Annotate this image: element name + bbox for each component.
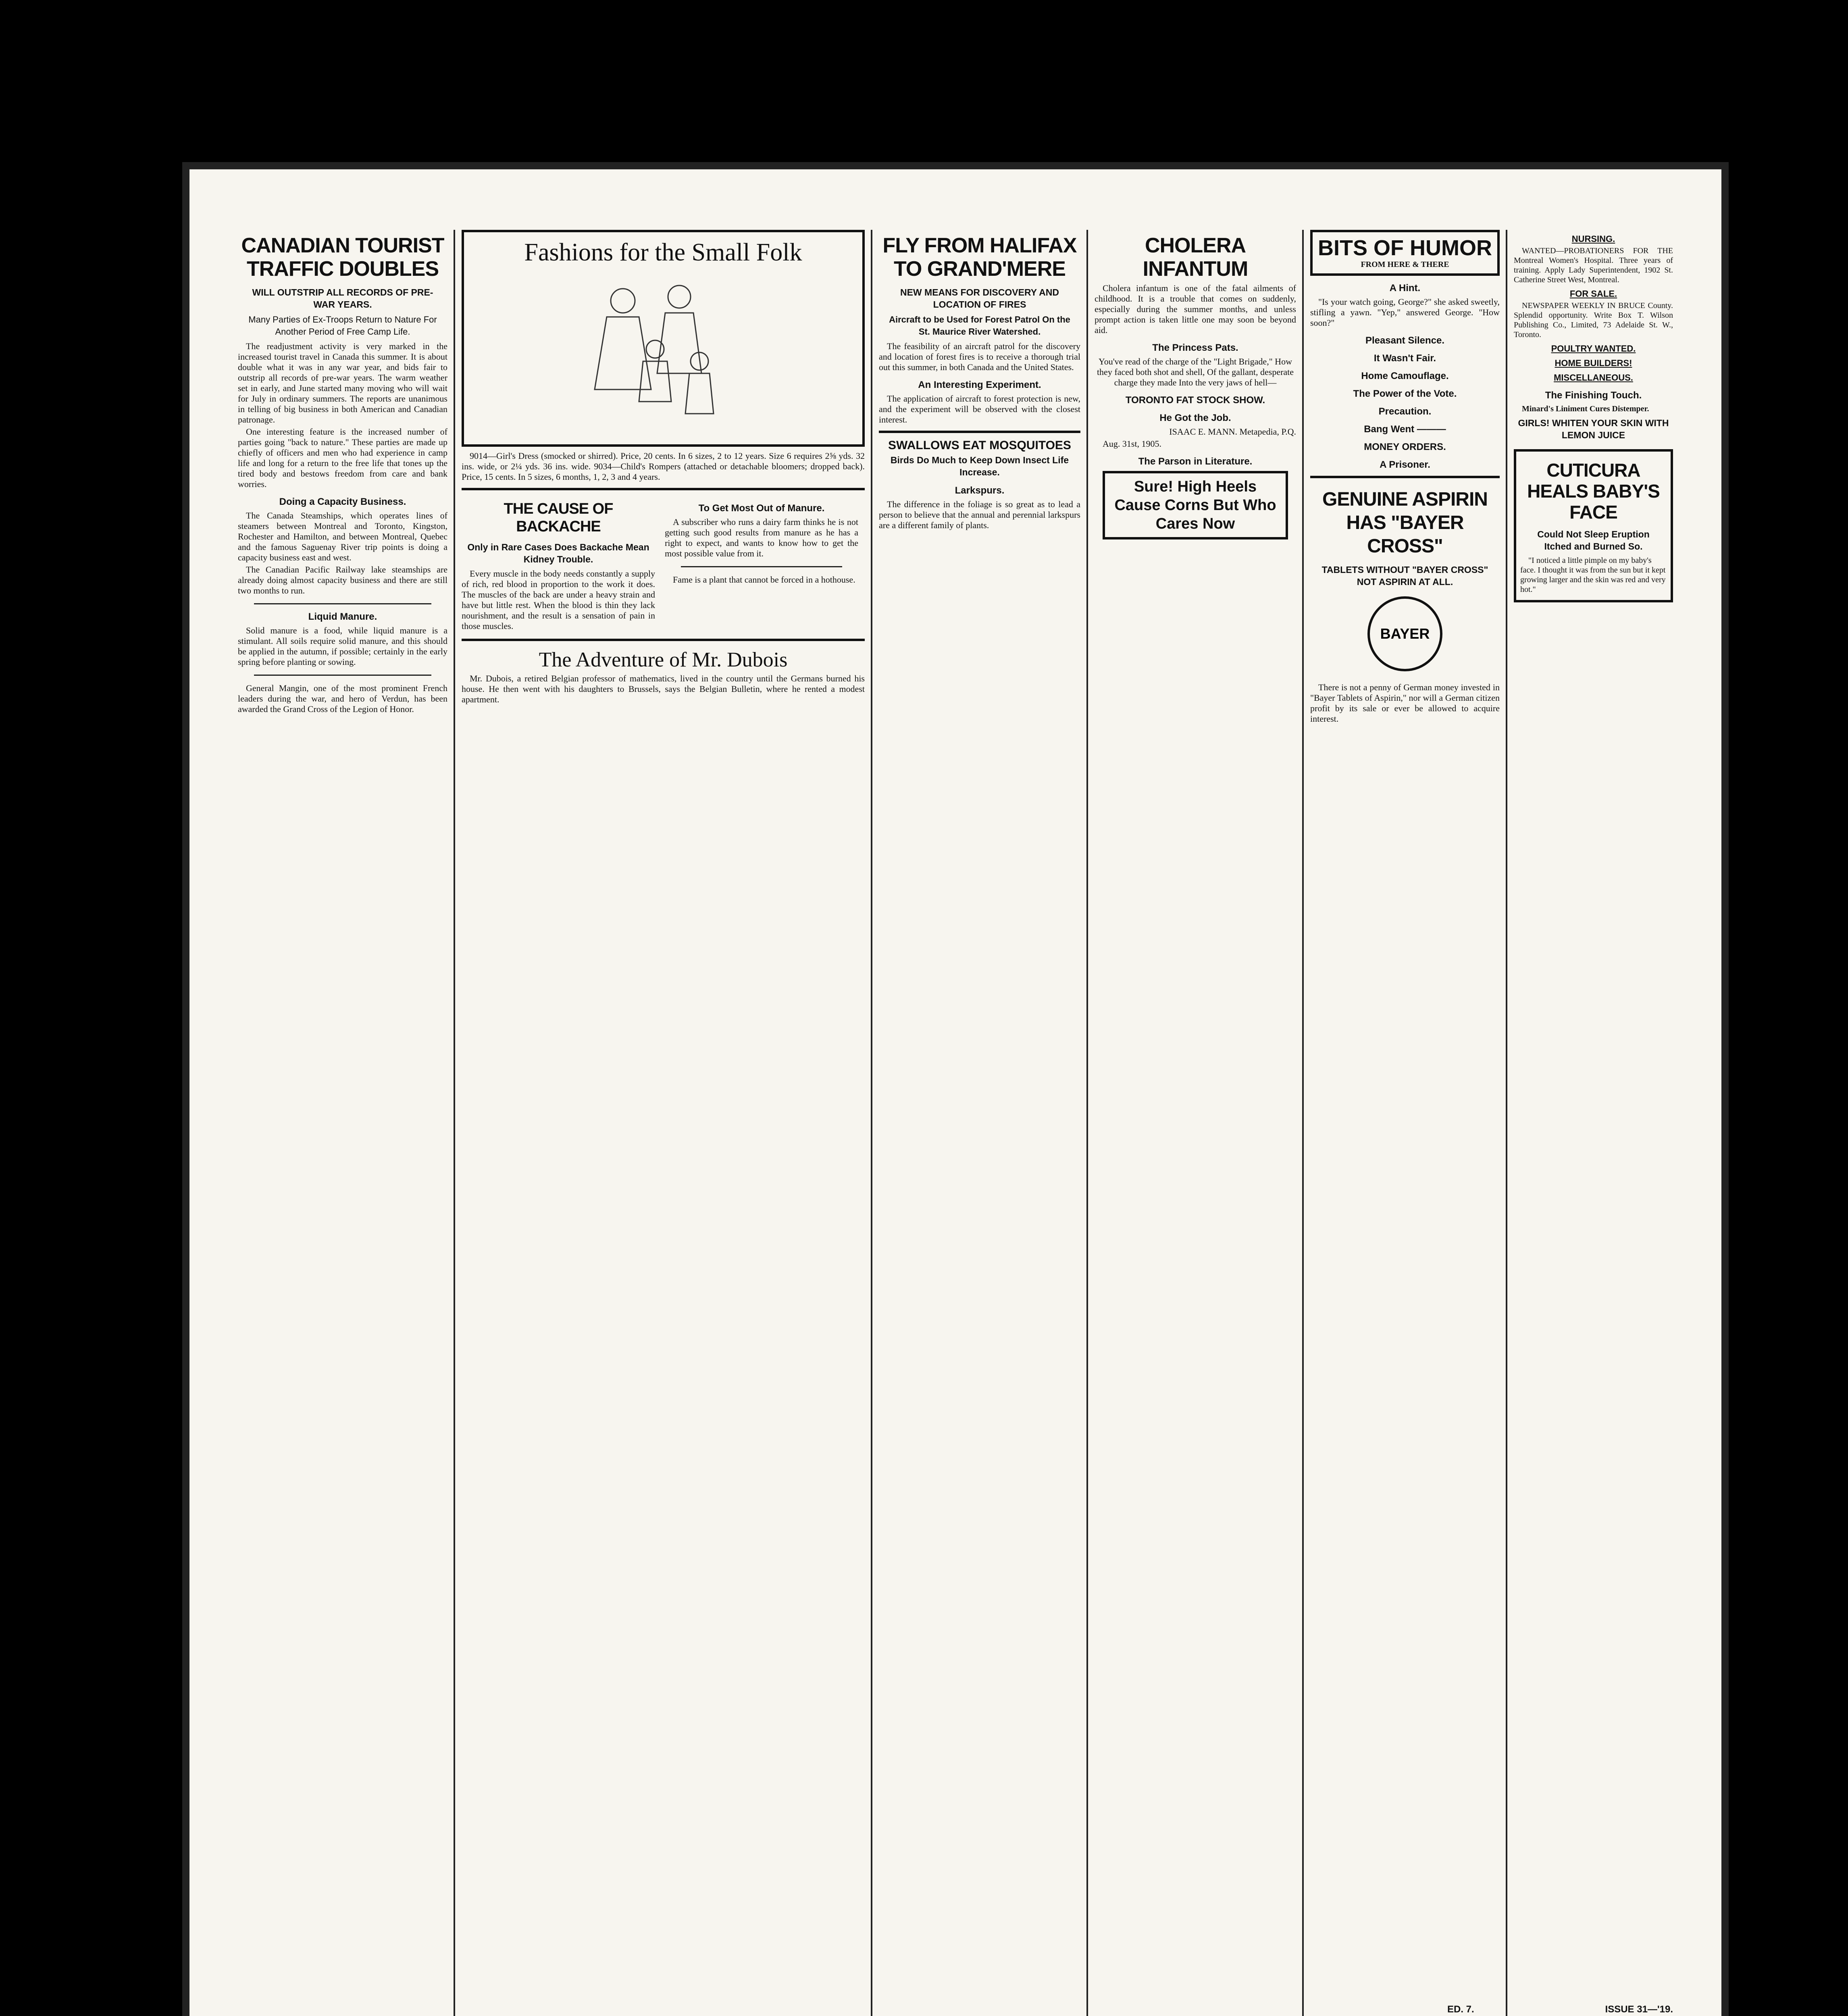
classified-heading: FOR SALE. xyxy=(1569,289,1617,299)
subhead: MONEY ORDERS. xyxy=(1364,442,1446,452)
divider xyxy=(1310,476,1500,478)
divider xyxy=(879,431,1080,433)
bayer-logo-text: BAYER xyxy=(1380,625,1430,642)
dateline: Aug. 31st, 1905. xyxy=(1103,439,1162,449)
headline-dubois: The Adventure of Mr. Dubois xyxy=(539,648,788,671)
divider xyxy=(681,566,842,567)
subhead: Home Camouflage. xyxy=(1361,371,1449,381)
humor-title: BITS OF HUMOR xyxy=(1318,236,1492,260)
paragraph: The Canadian Pacific Railway lake steamships are already doing almost capacity business and there are still two months to run. xyxy=(238,564,447,596)
divider xyxy=(254,603,431,604)
column-tourist xyxy=(238,230,447,2016)
subhead: The Parson in Literature. xyxy=(1138,456,1253,467)
headline-cholera: CHOLERA INFANTUM xyxy=(1143,234,1248,281)
paragraph: The difference in the foliage is so great as to lead a person to believe that the annual and perennial larkspurs are a different family of plants. xyxy=(879,499,1080,530)
subhead: An Interesting Experiment. xyxy=(918,379,1041,390)
classified-ad: WANTED—PROBATIONERS FOR THE Montreal Women's Hospital. Three years of training. Apply Lady Superintendent, 1902 St. Catherine Street West, Montreal. xyxy=(1514,246,1673,284)
paragraph: One interesting feature is the increased number of parties going "back to nature." These parties are made up chiefly of officers and men who had experience in camp life and long for a return to the free life that tones up the tired body and bestows freedom from care and bank worries. xyxy=(238,427,447,489)
signoff: ISAAC E. MANN. Metapedia, P.Q. xyxy=(1169,427,1296,437)
cuticura-ad xyxy=(1514,449,1673,602)
subhead: TORONTO FAT STOCK SHOW. xyxy=(1125,395,1265,406)
column-cholera xyxy=(1095,230,1296,2016)
paragraph: Cholera infantum is one of the fatal ailments of childhood. It is a trouble that comes on suddenly, especially during the summer months, and unless prompt action is taken little one may soon be beyond aid. xyxy=(1095,283,1296,335)
heels-ad: Sure! High Heels Cause Corns But Who Cares Now xyxy=(1103,471,1288,539)
subhead: A Hint. xyxy=(1389,283,1421,294)
column-rule xyxy=(871,230,872,2016)
headline-whiten: GIRLS! WHITEN YOUR SKIN WITH LEMON JUICE xyxy=(1518,418,1669,440)
paragraph: "Is your watch going, George?" she asked sweetly, stifling a yawn. "Yep," answered George. "How soon?" xyxy=(1310,297,1500,328)
deck-tourist: WILL OUTSTRIP ALL RECORDS OF PRE-WAR YEARS. xyxy=(252,287,433,310)
headline-tourist: CANADIAN TOURIST TRAFFIC DOUBLES xyxy=(241,234,444,281)
subhead: He Got the Job. xyxy=(1159,412,1231,423)
subhead: The Finishing Touch. xyxy=(1545,390,1642,401)
edition-label: ED. 7. xyxy=(1447,2004,1474,2015)
column-rule xyxy=(1302,230,1304,2016)
humor-subtitle: FROM HERE & THERE xyxy=(1361,260,1449,269)
issue-label: ISSUE 31—'19. xyxy=(1605,2004,1673,2015)
classified-heading: NURSING. xyxy=(1571,234,1615,244)
headline-backache: THE CAUSE OF BACKACHE xyxy=(504,500,613,535)
paragraph: The readjustment activity is very marked in the increased tourist travel in Canada this summer. It is about double what it was in any war year, and bids fair to outstrip all records of pre-war years. The warm weather set in early, and June started many moving who will wait for July in ordinary summers. The reports are unanimous in telling of big business in both American and Canadian patronage. xyxy=(238,341,447,425)
subdeck-tourist: Many Parties of Ex-Troops Return to Nature For Another Period of Free Camp Life. xyxy=(248,314,437,337)
subhead: The Princess Pats. xyxy=(1152,342,1238,353)
bayer-logo-icon xyxy=(1310,594,1500,677)
headline-halifax: FLY FROM HALIFAX TO GRAND'MERE xyxy=(882,234,1077,281)
paragraph: 9014—Girl's Dress (smocked or shirred). Price, 20 cents. In 6 sizes, 2 to 12 years. Size 6 requires 2⅝ yds. 32 ins. wide, or 2¼ yds. 36 ins. wide. 9034—Child's Rompers (attached or detachable bloomers; dropped back). Price, 15 cents. In 5 sizes, 6 months, 1, 2, 3 and 4 years. xyxy=(462,451,865,482)
paragraph: The Canada Steamships, which operates lines of steamers between Montreal and Toronto, Kingston, Rochester and Hamilton, and between Montreal, Quebec and the famous Saguenay River trip points is doing a capacity business east and west. xyxy=(238,510,447,562)
paragraph: The application of aircraft to forest protection is new, and the experiment will be observed with the closest interest. xyxy=(879,394,1080,425)
fashion-title: Fashions for the Small Folk xyxy=(524,239,802,266)
divider xyxy=(462,639,865,641)
column-classifieds xyxy=(1514,230,1673,2016)
divider xyxy=(254,675,431,676)
fashion-box xyxy=(462,230,865,447)
column-rule xyxy=(1086,230,1088,2016)
subhead: To Get Most Out of Manure. xyxy=(698,503,825,514)
deck-aspirin: TABLETS WITHOUT "BAYER CROSS" NOT ASPIRIN AT ALL. xyxy=(1321,564,1488,587)
paragraph: Every muscle in the body needs constantly a supply of rich, red blood in proportion to the work it does. The muscles of the back are under a heavy strain and have but little rest. When the blood is thin they lack nourishment, and the result is a sensation of pain in those muscles. xyxy=(462,569,655,631)
poem: You've read of the charge of the "Light Brigade," How they faced both shot and shell, Of the gallant, desperate charge they made Into the very jaws of hell— xyxy=(1097,356,1294,387)
column-halifax xyxy=(879,230,1080,2016)
paragraph: There is not a penny of German money invested in "Bayer Tablets of Aspirin," nor will a German citizen profit by its sale or ever be allowed to acquire interest. xyxy=(1310,682,1500,724)
newspaper-page xyxy=(238,230,1673,2016)
column-rule xyxy=(454,230,455,2016)
subdeck-halifax: Aircraft to be Used for Forest Patrol On the St. Maurice River Watershed. xyxy=(889,314,1070,337)
fashion-illustration-icon xyxy=(579,269,748,438)
subhead: It Wasn't Fair. xyxy=(1374,353,1436,364)
column-fashion xyxy=(462,230,865,2016)
deck-halifax: NEW MEANS FOR DISCOVERY AND LOCATION OF FIRES xyxy=(900,287,1059,310)
minards-notice: Minard's Liniment Cures Distemper. xyxy=(1522,404,1649,413)
subhead: Bang Went ——— xyxy=(1364,424,1446,435)
divider xyxy=(462,488,865,490)
deck-swallows: Birds Do Much to Keep Down Insect Life Increase. xyxy=(890,455,1069,477)
headline-cuticura: CUTICURA HEALS BABY'S FACE xyxy=(1527,460,1660,523)
subhead: Liquid Manure. xyxy=(308,611,377,622)
newspaper-sheet xyxy=(189,169,1721,2016)
paragraph: A subscriber who runs a dairy farm thinks he is not getting such good results from manure as he has a right to expect, and wants to know how to get the most possible value from it. xyxy=(665,517,858,558)
subhead: A Prisoner. xyxy=(1380,459,1430,470)
paragraph: The feasibility of an aircraft patrol for the discovery and location of forest fires is to receive a thorough trial out this summer, in both Canada and the United States. xyxy=(879,341,1080,372)
subhead: Pleasant Silence. xyxy=(1365,335,1445,346)
subhead: Larkspurs. xyxy=(955,485,1005,496)
subhead: The Power of the Vote. xyxy=(1353,388,1457,399)
classified-heading: MISCELLANEOUS. xyxy=(1554,373,1633,383)
paragraph: Fame is a plant that cannot be forced in a hothouse. xyxy=(673,575,855,585)
paragraph: "I noticed a little pimple on my baby's face. I thought it was from the sun but it kept growing larger and the skin was red and very hot." xyxy=(1520,556,1666,594)
column-rule xyxy=(1506,230,1507,2016)
page-footer xyxy=(1447,2004,1673,2015)
deck-backache: Only in Rare Cases Does Backache Mean Kidney Trouble. xyxy=(467,542,649,564)
paragraph: Mr. Dubois, a retired Belgian professor of mathematics, lived in the country until the Germans burned his house. He then went with his daughters to Brussels, says the Belgian Bulletin, where he rented a modest apartment. xyxy=(462,673,865,704)
subhead: Doing a Capacity Business. xyxy=(279,496,406,507)
classified-heading: HOME BUILDERS! xyxy=(1555,358,1632,368)
classified-heading: POULTRY WANTED. xyxy=(1551,344,1636,354)
headline-swallows: SWALLOWS EAT MOSQUITOES xyxy=(888,439,1071,452)
subhead: Precaution. xyxy=(1378,406,1432,417)
paragraph: General Mangin, one of the most prominent French leaders during the war, and hero of Verdun, has been awarded the Grand Cross of the Legion of Honor. xyxy=(238,683,447,714)
classified-ad: NEWSPAPER WEEKLY IN BRUCE County. Splendid opportunity. Write Box T. Wilson Publishing Co., Limited, 73 Adelaide St. W., Toronto. xyxy=(1514,301,1673,339)
headline-aspirin: GENUINE ASPIRIN HAS "BAYER CROSS" xyxy=(1322,489,1488,557)
humor-box xyxy=(1310,230,1500,276)
deck-cuticura: Could Not Sleep Eruption Itched and Burned So. xyxy=(1537,529,1650,552)
column-humor xyxy=(1310,230,1500,2016)
paragraph: Solid manure is a food, while liquid manure is a stimulant. All soils require solid manure, and this should be applied in the autumn, if possible; certainly in the early spring before planting or sowing. xyxy=(238,625,447,667)
